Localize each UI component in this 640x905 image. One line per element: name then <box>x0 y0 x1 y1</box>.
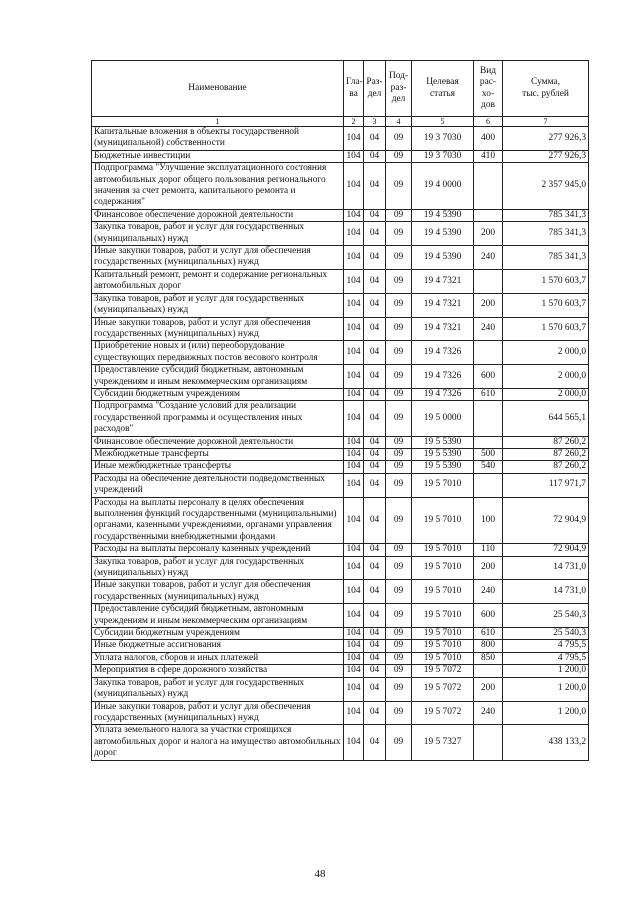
row-target: 19 4 7326 <box>412 341 474 365</box>
row-vid: 610 <box>474 388 503 400</box>
row-podrazdel: 09 <box>386 677 412 701</box>
row-razdel: 04 <box>364 652 386 664</box>
table-row <box>92 341 589 365</box>
row-name: Предоставление субсидий бюджетным, автономным учреждениям и иным некоммерческим организациям <box>92 365 344 389</box>
table-row <box>92 127 589 151</box>
row-name: Иные закупки товаров, работ и услуг для обеспечения государственных (муниципальных) нужд <box>92 246 344 270</box>
row-glava: 104 <box>344 163 364 210</box>
row-name: Приобретение новых и (или) переоборудование существующих передвижных постов весового контроля <box>92 341 344 365</box>
row-target: 19 4 7326 <box>412 365 474 389</box>
row-sum: 87 260,2 <box>503 461 589 473</box>
row-vid: 800 <box>474 640 503 652</box>
table-row <box>92 556 589 580</box>
header-podrazdel: Под- раз- дел <box>386 61 412 117</box>
row-target: 19 5 5390 <box>412 448 474 460</box>
row-glava: 104 <box>344 150 364 162</box>
row-glava: 104 <box>344 604 364 628</box>
table-row <box>92 222 589 246</box>
row-razdel: 04 <box>364 365 386 389</box>
row-sum: 1 200,0 <box>503 677 589 701</box>
row-glava: 104 <box>344 365 364 389</box>
row-razdel: 04 <box>364 665 386 677</box>
row-podrazdel: 09 <box>386 436 412 448</box>
row-podrazdel: 09 <box>386 448 412 460</box>
row-name: Уплата налогов, сборов и иных платежей <box>92 652 344 664</box>
row-podrazdel: 09 <box>386 701 412 725</box>
row-sum: 72 904,9 <box>503 497 589 544</box>
row-podrazdel: 09 <box>386 497 412 544</box>
row-target: 19 5 7010 <box>412 652 474 664</box>
row-target: 19 5 7072 <box>412 665 474 677</box>
table-row <box>92 317 589 341</box>
row-sum: 277 926,3 <box>503 127 589 151</box>
row-razdel: 04 <box>364 544 386 556</box>
row-vid: 850 <box>474 652 503 664</box>
row-glava: 104 <box>344 209 364 221</box>
row-glava: 104 <box>344 293 364 317</box>
row-name: Уплата земельного налога за участки строящихся автомобильных дорог и налога на имущество автомобильных дорог <box>92 725 344 760</box>
row-razdel: 04 <box>364 163 386 210</box>
row-name: Расходы на выплаты персоналу казенных учреждений <box>92 544 344 556</box>
row-name: Предоставление субсидий бюджетным, автономным учреждениям и иным некоммерческим организациям <box>92 604 344 628</box>
row-razdel: 04 <box>364 269 386 293</box>
row-podrazdel: 09 <box>386 341 412 365</box>
row-target: 19 5 7010 <box>412 497 474 544</box>
row-vid: 500 <box>474 448 503 460</box>
table-row <box>92 604 589 628</box>
row-sum: 1 200,0 <box>503 665 589 677</box>
row-target: 19 4 7321 <box>412 293 474 317</box>
table-row <box>92 150 589 162</box>
row-target: 19 5 7010 <box>412 473 474 497</box>
row-target: 19 4 7326 <box>412 388 474 400</box>
row-glava: 104 <box>344 401 364 436</box>
row-vid <box>474 209 503 221</box>
row-target: 19 5 7010 <box>412 604 474 628</box>
col-number: 5 <box>412 117 474 127</box>
row-razdel: 04 <box>364 246 386 270</box>
row-sum: 2 000,0 <box>503 341 589 365</box>
row-razdel: 04 <box>364 701 386 725</box>
row-vid: 540 <box>474 461 503 473</box>
row-podrazdel: 09 <box>386 580 412 604</box>
row-glava: 104 <box>344 677 364 701</box>
row-podrazdel: 09 <box>386 293 412 317</box>
row-glava: 104 <box>344 580 364 604</box>
row-razdel: 04 <box>364 604 386 628</box>
row-sum: 2 000,0 <box>503 365 589 389</box>
row-razdel: 04 <box>364 640 386 652</box>
row-glava: 104 <box>344 388 364 400</box>
table-row <box>92 388 589 400</box>
row-sum: 1 570 603,7 <box>503 269 589 293</box>
row-vid: 200 <box>474 556 503 580</box>
row-glava: 104 <box>344 473 364 497</box>
table-header-row <box>92 61 589 117</box>
row-glava: 104 <box>344 317 364 341</box>
row-podrazdel: 09 <box>386 246 412 270</box>
row-sum: 14 731,0 <box>503 580 589 604</box>
row-glava: 104 <box>344 544 364 556</box>
row-name: Закупка товаров, работ и услуг для государственных (муниципальных) нужд <box>92 222 344 246</box>
table-row <box>92 163 589 210</box>
row-sum: 1 570 603,7 <box>503 293 589 317</box>
row-podrazdel: 09 <box>386 628 412 640</box>
row-podrazdel: 09 <box>386 556 412 580</box>
col-number: 7 <box>503 117 589 127</box>
table-row <box>92 640 589 652</box>
row-target: 19 5 7010 <box>412 580 474 604</box>
row-podrazdel: 09 <box>386 725 412 760</box>
row-podrazdel: 09 <box>386 640 412 652</box>
row-name: Иные закупки товаров, работ и услуг для обеспечения государственных (муниципальных) нужд <box>92 701 344 725</box>
row-name: Субсидии бюджетным учреждениям <box>92 388 344 400</box>
row-vid: 600 <box>474 365 503 389</box>
row-razdel: 04 <box>364 448 386 460</box>
row-podrazdel: 09 <box>386 388 412 400</box>
row-glava: 104 <box>344 222 364 246</box>
row-razdel: 04 <box>364 222 386 246</box>
table-row <box>92 365 589 389</box>
row-podrazdel: 09 <box>386 473 412 497</box>
row-vid: 200 <box>474 677 503 701</box>
row-sum: 2 000,0 <box>503 388 589 400</box>
row-sum: 785 341,3 <box>503 246 589 270</box>
row-sum: 87 260,2 <box>503 448 589 460</box>
header-vid: Вид рас- хо- дов <box>474 61 503 117</box>
row-vid: 600 <box>474 604 503 628</box>
row-podrazdel: 09 <box>386 150 412 162</box>
row-name: Субсидии бюджетным учреждениям <box>92 628 344 640</box>
row-sum: 25 540,3 <box>503 604 589 628</box>
row-target: 19 4 7321 <box>412 317 474 341</box>
header-glava: Гла- ва <box>344 61 364 117</box>
table-row <box>92 448 589 460</box>
table-row <box>92 677 589 701</box>
row-podrazdel: 09 <box>386 317 412 341</box>
header-sum: Сумма, тыс. рублей <box>503 61 589 117</box>
row-target: 19 5 7072 <box>412 701 474 725</box>
row-glava: 104 <box>344 665 364 677</box>
row-razdel: 04 <box>364 341 386 365</box>
row-vid: 110 <box>474 544 503 556</box>
row-razdel: 04 <box>364 497 386 544</box>
header-razdel: Раз- дел <box>364 61 386 117</box>
row-name: Межбюджетные трансферты <box>92 448 344 460</box>
row-sum: 1 570 603,7 <box>503 317 589 341</box>
row-name: Закупка товаров, работ и услуг для государственных (муниципальных) нужд <box>92 677 344 701</box>
row-razdel: 04 <box>364 725 386 760</box>
row-glava: 104 <box>344 127 364 151</box>
row-razdel: 04 <box>364 461 386 473</box>
row-name: Подпрограмма "Улучшение эксплуатационного состояния автомобильных дорог общего пользования регионального значения за счет ремонта, капитального ремонта и содержания" <box>92 163 344 210</box>
row-sum: 4 795,5 <box>503 640 589 652</box>
row-name: Финансовое обеспечение дорожной деятельности <box>92 436 344 448</box>
row-sum: 785 341,3 <box>503 209 589 221</box>
row-glava: 104 <box>344 640 364 652</box>
row-sum: 1 200,0 <box>503 701 589 725</box>
row-name: Мероприятия в сфере дорожного хозяйства <box>92 665 344 677</box>
row-glava: 104 <box>344 461 364 473</box>
row-sum: 117 971,7 <box>503 473 589 497</box>
col-number: 1 <box>92 117 344 127</box>
row-target: 19 4 5390 <box>412 209 474 221</box>
row-vid: 100 <box>474 497 503 544</box>
column-number-row <box>92 117 589 127</box>
row-target: 19 5 5390 <box>412 461 474 473</box>
row-glava: 104 <box>344 725 364 760</box>
budget-table <box>91 60 589 761</box>
row-sum: 785 341,3 <box>503 222 589 246</box>
row-name: Закупка товаров, работ и услуг для государственных (муниципальных) нужд <box>92 293 344 317</box>
row-name: Иные бюджетные ассигнования <box>92 640 344 652</box>
row-vid <box>474 725 503 760</box>
row-glava: 104 <box>344 341 364 365</box>
row-name: Подпрограмма "Создание условий для реализации государственной программы и осуществления иных расходов" <box>92 401 344 436</box>
row-name: Расходы на обеспечение деятельности подведомственных учреждений <box>92 473 344 497</box>
col-number: 4 <box>386 117 412 127</box>
table-row <box>92 269 589 293</box>
table-row <box>92 461 589 473</box>
table-row <box>92 701 589 725</box>
row-sum: 2 357 945,0 <box>503 163 589 210</box>
row-podrazdel: 09 <box>386 665 412 677</box>
row-vid <box>474 665 503 677</box>
row-target: 19 5 7327 <box>412 725 474 760</box>
row-razdel: 04 <box>364 473 386 497</box>
row-podrazdel: 09 <box>386 604 412 628</box>
row-vid: 200 <box>474 222 503 246</box>
row-vid: 410 <box>474 150 503 162</box>
row-target: 19 5 7010 <box>412 628 474 640</box>
row-sum: 87 260,2 <box>503 436 589 448</box>
row-razdel: 04 <box>364 388 386 400</box>
row-vid <box>474 473 503 497</box>
table-row <box>92 293 589 317</box>
row-podrazdel: 09 <box>386 269 412 293</box>
table-row <box>92 436 589 448</box>
row-podrazdel: 09 <box>386 401 412 436</box>
col-number: 3 <box>364 117 386 127</box>
row-podrazdel: 09 <box>386 461 412 473</box>
row-glava: 104 <box>344 269 364 293</box>
row-podrazdel: 09 <box>386 222 412 246</box>
row-target: 19 5 0000 <box>412 401 474 436</box>
row-sum: 72 904,9 <box>503 544 589 556</box>
col-number: 6 <box>474 117 503 127</box>
row-razdel: 04 <box>364 150 386 162</box>
row-target: 19 5 5390 <box>412 436 474 448</box>
row-target: 19 5 7010 <box>412 556 474 580</box>
row-target: 19 5 7010 <box>412 544 474 556</box>
row-sum: 25 540,3 <box>503 628 589 640</box>
row-name: Бюджетные инвестиции <box>92 150 344 162</box>
row-podrazdel: 09 <box>386 365 412 389</box>
row-vid: 400 <box>474 127 503 151</box>
row-name: Иные закупки товаров, работ и услуг для обеспечения государственных (муниципальных) нужд <box>92 580 344 604</box>
row-razdel: 04 <box>364 677 386 701</box>
table-row <box>92 725 589 760</box>
table-row <box>92 209 589 221</box>
row-target: 19 3 7030 <box>412 127 474 151</box>
row-vid: 240 <box>474 580 503 604</box>
row-razdel: 04 <box>364 293 386 317</box>
row-podrazdel: 09 <box>386 209 412 221</box>
row-sum: 644 565,1 <box>503 401 589 436</box>
row-vid <box>474 436 503 448</box>
row-sum: 438 133,2 <box>503 725 589 760</box>
row-glava: 104 <box>344 497 364 544</box>
row-sum: 277 926,3 <box>503 150 589 162</box>
row-target: 19 5 7010 <box>412 640 474 652</box>
row-razdel: 04 <box>364 628 386 640</box>
table-row <box>92 580 589 604</box>
row-razdel: 04 <box>364 127 386 151</box>
row-name: Иные межбюджетные трансферты <box>92 461 344 473</box>
row-vid <box>474 341 503 365</box>
row-vid <box>474 269 503 293</box>
row-name: Расходы на выплаты персоналу в целях обеспечения выполнения функций государственными (муниципальными) органами, казенными учреждениями, органами управления государственными внебюджетными фондами <box>92 497 344 544</box>
row-vid <box>474 401 503 436</box>
table-body <box>92 127 589 761</box>
row-podrazdel: 09 <box>386 163 412 210</box>
row-target: 19 5 7072 <box>412 677 474 701</box>
table-row <box>92 665 589 677</box>
row-podrazdel: 09 <box>386 652 412 664</box>
row-vid: 240 <box>474 317 503 341</box>
row-glava: 104 <box>344 652 364 664</box>
row-glava: 104 <box>344 436 364 448</box>
header-target: Целевая статья <box>412 61 474 117</box>
row-target: 19 4 5390 <box>412 246 474 270</box>
page-number: 48 <box>314 868 326 880</box>
row-razdel: 04 <box>364 580 386 604</box>
row-razdel: 04 <box>364 436 386 448</box>
row-razdel: 04 <box>364 209 386 221</box>
row-razdel: 04 <box>364 317 386 341</box>
table-row <box>92 473 589 497</box>
row-glava: 104 <box>344 556 364 580</box>
header-name: Наименование <box>92 61 344 117</box>
table-row <box>92 652 589 664</box>
row-target: 19 4 5390 <box>412 222 474 246</box>
row-target: 19 3 7030 <box>412 150 474 162</box>
row-name: Финансовое обеспечение дорожной деятельности <box>92 209 344 221</box>
row-target: 19 4 7321 <box>412 269 474 293</box>
row-name: Капитальный ремонт, ремонт и содержание региональных автомобильных дорог <box>92 269 344 293</box>
row-podrazdel: 09 <box>386 544 412 556</box>
row-vid: 240 <box>474 701 503 725</box>
row-vid: 200 <box>474 293 503 317</box>
row-name: Закупка товаров, работ и услуг для государственных (муниципальных) нужд <box>92 556 344 580</box>
row-vid <box>474 163 503 210</box>
row-vid: 240 <box>474 246 503 270</box>
row-glava: 104 <box>344 448 364 460</box>
row-sum: 4 795,5 <box>503 652 589 664</box>
row-glava: 104 <box>344 628 364 640</box>
row-name: Иные закупки товаров, работ и услуг для обеспечения государственных (муниципальных) нужд <box>92 317 344 341</box>
row-name: Капитальные вложения в объекты государственной (муниципальной) собственности <box>92 127 344 151</box>
table-row <box>92 401 589 436</box>
row-razdel: 04 <box>364 556 386 580</box>
table-row <box>92 628 589 640</box>
table-row <box>92 497 589 544</box>
table-row <box>92 246 589 270</box>
row-glava: 104 <box>344 701 364 725</box>
table-row <box>92 544 589 556</box>
row-target: 19 4 0000 <box>412 163 474 210</box>
budget-document-page <box>91 60 588 761</box>
row-glava: 104 <box>344 246 364 270</box>
row-vid: 610 <box>474 628 503 640</box>
row-podrazdel: 09 <box>386 127 412 151</box>
col-number: 2 <box>344 117 364 127</box>
row-sum: 14 731,0 <box>503 556 589 580</box>
row-razdel: 04 <box>364 401 386 436</box>
